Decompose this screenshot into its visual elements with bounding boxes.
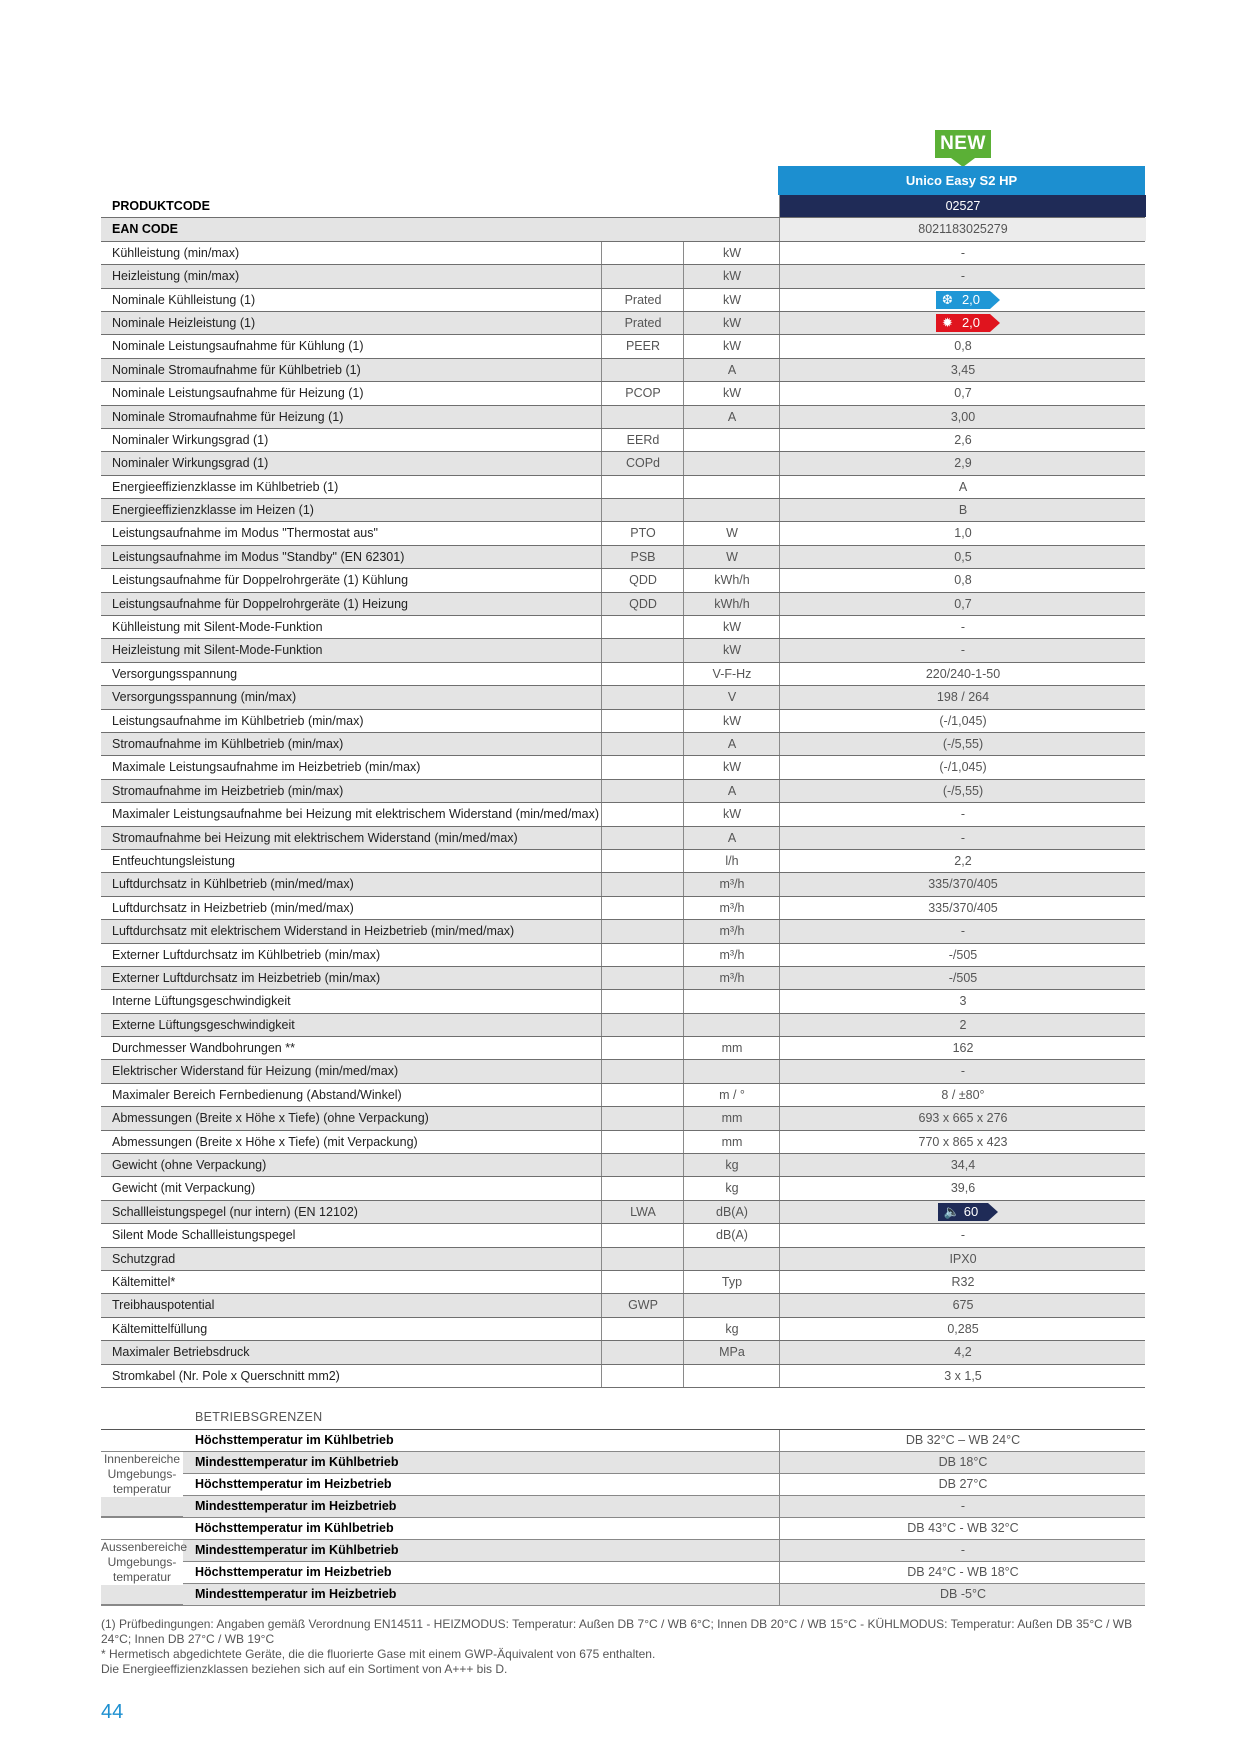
spec-value: 3 — [779, 990, 1146, 1012]
snowflake-icon: ❆ — [941, 291, 953, 307]
spec-row — [101, 803, 1145, 826]
spec-row — [101, 359, 1145, 382]
spec-label: Externer Luftdurchsatz im Heizbetrieb (min/max) — [112, 970, 381, 985]
limit-row — [101, 1496, 1145, 1518]
spec-unit: mm — [683, 1037, 780, 1059]
spec-unit: m³/h — [683, 967, 780, 989]
spec-label: Kühlleistung (min/max) — [112, 245, 240, 260]
spec-symbol — [601, 1224, 684, 1246]
spec-row — [101, 967, 1145, 990]
indoor-ambient-group-label: Innenbereiche Umgebungs-temperatur — [101, 1452, 183, 1497]
spec-row — [101, 1084, 1145, 1107]
spec-label: Stromaufnahme im Heizbetrieb (min/max) — [112, 783, 344, 798]
speaker-icon: 🔈 — [943, 1203, 960, 1219]
spec-unit: kWh/h — [683, 593, 780, 615]
spec-row — [101, 944, 1145, 967]
spec-symbol — [601, 476, 684, 498]
spec-row — [101, 476, 1145, 499]
spec-row — [101, 850, 1145, 873]
spec-value: 2 — [779, 1014, 1146, 1036]
limit-row — [101, 1518, 1145, 1540]
spec-row — [101, 1201, 1145, 1224]
spec-label: Leistungsaufnahme für Doppelrohrgeräte (1) Heizung — [112, 596, 409, 611]
spec-unit: A — [683, 359, 780, 381]
limit-row — [101, 1540, 1145, 1562]
spec-value: - — [779, 1224, 1146, 1246]
spec-unit — [683, 429, 780, 451]
spec-label: Maximale Leistungsaufnahme im Heizbetrieb (min/max) — [112, 760, 421, 775]
spec-unit: A — [683, 406, 780, 428]
spec-label: Kühlleistung mit Silent-Mode-Funktion — [112, 620, 323, 635]
spec-label: Gewicht (ohne Verpackung) — [112, 1158, 267, 1173]
spec-rows — [101, 242, 1145, 1388]
group-divider — [101, 1516, 183, 1517]
spec-row — [101, 1294, 1145, 1317]
group-divider — [101, 1604, 183, 1605]
spec-unit: kWh/h — [683, 569, 780, 591]
spec-value: - — [779, 639, 1146, 661]
spec-label: Elektrischer Widerstand für Heizung (min/med/max) — [112, 1064, 399, 1079]
sun-icon: ✹ — [941, 314, 953, 330]
spec-symbol — [601, 850, 684, 872]
spec-unit — [683, 1294, 780, 1316]
spec-symbol — [601, 1084, 684, 1106]
spec-row — [101, 616, 1145, 639]
spec-value: 0,7 — [779, 382, 1146, 404]
spec-symbol — [601, 803, 684, 825]
limit-row — [101, 1584, 1145, 1606]
spec-value: - — [779, 1060, 1146, 1082]
spec-unit — [683, 1248, 780, 1270]
spec-row — [101, 710, 1145, 733]
spec-row — [101, 335, 1145, 358]
limit-label: Mindesttemperatur im Heizbetrieb — [195, 1587, 397, 1601]
spec-symbol — [601, 1318, 684, 1340]
spec-symbol — [601, 639, 684, 661]
spec-symbol — [601, 242, 684, 264]
limit-row — [101, 1452, 1145, 1474]
spec-symbol — [601, 1060, 684, 1082]
spec-value: (-/1,045) — [779, 756, 1146, 778]
spec-unit — [683, 452, 780, 474]
spec-unit: kW — [683, 335, 780, 357]
spec-symbol — [601, 1365, 684, 1387]
spec-value: 220/240-1-50 — [779, 663, 1146, 685]
spec-label: Interne Lüftungsgeschwindigkeit — [112, 994, 291, 1009]
limit-label: Mindesttemperatur im Kühlbetrieb — [195, 1543, 399, 1557]
spec-row — [101, 382, 1145, 405]
spec-value: 335/370/405 — [779, 873, 1146, 895]
product-code-label: PRODUKTCODE — [112, 199, 210, 213]
spec-row — [101, 242, 1145, 265]
spec-label: Schutzgrad — [112, 1251, 176, 1266]
spec-label: Abmessungen (Breite x Höhe x Tiefe) (mit Verpackung) — [112, 1134, 418, 1149]
spec-value: IPX0 — [779, 1248, 1146, 1270]
spec-label: Treibhauspotential — [112, 1298, 215, 1313]
spec-symbol — [601, 780, 684, 802]
spec-row — [101, 406, 1145, 429]
spec-value: 0,8 — [779, 335, 1146, 357]
spec-value: (-/1,045) — [779, 710, 1146, 732]
spec-unit: kW — [683, 639, 780, 661]
spec-unit: l/h — [683, 850, 780, 872]
spec-value: 770 x 865 x 423 — [779, 1131, 1146, 1153]
spec-value: - — [779, 920, 1146, 942]
spec-value: - — [779, 265, 1146, 287]
spec-row — [101, 429, 1145, 452]
spec-symbol — [601, 733, 684, 755]
spec-unit: kW — [683, 382, 780, 404]
limit-row — [101, 1430, 1145, 1452]
spec-unit: dB(A) — [683, 1201, 780, 1223]
spec-value: - — [779, 803, 1146, 825]
limit-value: DB 43°C - WB 32°C — [779, 1518, 1146, 1539]
spec-symbol — [601, 967, 684, 989]
spec-symbol — [601, 1248, 684, 1270]
spec-label: Schallleistungspegel (nur intern) (EN 12102) — [112, 1204, 358, 1219]
spec-unit: mm — [683, 1131, 780, 1153]
spec-row — [101, 780, 1145, 803]
spec-value: - — [779, 616, 1146, 638]
spec-row — [101, 1014, 1145, 1037]
spec-row — [101, 733, 1145, 756]
spec-label: Durchmesser Wandbohrungen ** — [112, 1041, 295, 1056]
limit-label: Höchsttemperatur im Kühlbetrieb — [195, 1521, 394, 1535]
spec-value: 3 x 1,5 — [779, 1365, 1146, 1387]
spec-value: 162 — [779, 1037, 1146, 1059]
spec-unit — [683, 990, 780, 1012]
limit-label: Mindesttemperatur im Heizbetrieb — [195, 1499, 397, 1513]
spec-value: 2,9 — [779, 452, 1146, 474]
spec-row — [101, 1060, 1145, 1083]
page-number: 44 — [101, 1701, 124, 1723]
spec-row — [101, 663, 1145, 686]
spec-value: 0,8 — [779, 569, 1146, 591]
spec-label: Stromaufnahme bei Heizung mit elektrischem Widerstand (min/med/max) — [112, 830, 518, 845]
spec-unit: m / ° — [683, 1084, 780, 1106]
spec-value: 34,4 — [779, 1154, 1146, 1176]
spec-label: Maximaler Leistungsaufnahme bei Heizung mit elektrischem Widerstand (min/med/max) — [112, 807, 599, 822]
heat-value-tag — [936, 314, 990, 332]
spec-symbol — [601, 686, 684, 708]
spec-unit: kg — [683, 1318, 780, 1340]
spec-row — [101, 1177, 1145, 1200]
limit-value: - — [779, 1540, 1146, 1561]
spec-symbol: QDD — [601, 569, 684, 591]
spec-row — [101, 546, 1145, 569]
spec-symbol — [601, 359, 684, 381]
spec-value: A — [779, 476, 1146, 498]
limit-label: Mindesttemperatur im Kühlbetrieb — [195, 1455, 399, 1469]
spec-label: Energieeffizienzklasse im Heizen (1) — [112, 503, 314, 518]
spec-value — [779, 289, 1146, 311]
spec-value: 198 / 264 — [779, 686, 1146, 708]
spec-row — [101, 1341, 1145, 1364]
spec-label: Luftdurchsatz in Kühlbetrieb (min/med/max) — [112, 877, 354, 892]
limit-label: Höchsttemperatur im Heizbetrieb — [195, 1565, 392, 1579]
spec-value: 0,7 — [779, 593, 1146, 615]
spec-symbol: LWA — [601, 1201, 684, 1223]
spec-symbol — [601, 1341, 684, 1363]
spec-unit: kW — [683, 289, 780, 311]
spec-unit — [683, 476, 780, 498]
limit-value: DB -5°C — [779, 1584, 1146, 1605]
spec-label: Heizleistung (min/max) — [112, 269, 240, 284]
spec-symbol — [601, 897, 684, 919]
cool-value-tag — [936, 291, 990, 309]
spec-row — [101, 569, 1145, 592]
spec-label: Externer Luftdurchsatz im Kühlbetrieb (min/max) — [112, 947, 381, 962]
spec-symbol — [601, 990, 684, 1012]
tag-value-text: 2,0 — [961, 291, 981, 307]
spec-symbol: EERd — [601, 429, 684, 451]
spec-label: Leistungsaufnahme im Modus "Standby" (EN 62301) — [112, 549, 405, 564]
spec-label: Leistungsaufnahme im Kühlbetrieb (min/max) — [112, 713, 364, 728]
spec-value: R32 — [779, 1271, 1146, 1293]
spec-value: 39,6 — [779, 1177, 1146, 1199]
spec-label: Nominale Stromaufnahme für Heizung (1) — [112, 409, 344, 424]
spec-row — [101, 593, 1145, 616]
spec-unit: V — [683, 686, 780, 708]
spec-unit: mm — [683, 1107, 780, 1129]
spec-symbol: GWP — [601, 1294, 684, 1316]
spec-symbol — [601, 1154, 684, 1176]
limit-label: Höchsttemperatur im Kühlbetrieb — [195, 1433, 394, 1447]
spec-row — [101, 1107, 1145, 1130]
outdoor-ambient-group-label: Aussenbereiche Umgebungs-temperatur — [101, 1540, 188, 1584]
tag-value-text: 2,0 — [961, 314, 981, 330]
spec-row — [101, 499, 1145, 522]
spec-value: 2,6 — [779, 429, 1146, 451]
spec-row — [101, 990, 1145, 1013]
limit-value: DB 32°C – WB 24°C — [779, 1430, 1146, 1451]
spec-value: - — [779, 242, 1146, 264]
spec-label: Kältemittelfüllung — [112, 1321, 208, 1336]
footnote-refrigerant: * Hermetisch abgedichtete Geräte, die die fluorierte Gase mit einem GWP-Äquivalent von 675 enthalten. — [101, 1647, 656, 1661]
spec-value: -/505 — [779, 967, 1146, 989]
spec-value — [779, 1201, 1146, 1223]
spec-label: Leistungsaufnahme für Doppelrohrgeräte (1) Kühlung — [112, 573, 409, 588]
spec-symbol: PTO — [601, 522, 684, 544]
spec-unit: Typ — [683, 1271, 780, 1293]
spec-row — [101, 1224, 1145, 1247]
spec-row — [101, 827, 1145, 850]
limit-value: - — [779, 1496, 1146, 1517]
spec-unit: kW — [683, 710, 780, 732]
spec-label: Stromkabel (Nr. Pole x Querschnitt mm2) — [112, 1368, 340, 1383]
product-code-value: 02527 — [779, 195, 1146, 217]
spec-symbol — [601, 1014, 684, 1036]
spec-row — [101, 1318, 1145, 1341]
footnote-energy-classes: Die Energieeffizienzklassen beziehen sich auf ein Sortiment von A+++ bis D. — [101, 1662, 508, 1676]
spec-row — [101, 897, 1145, 920]
footnotes — [101, 1617, 1145, 1677]
spec-unit: A — [683, 733, 780, 755]
spec-label: Luftdurchsatz in Heizbetrieb (min/med/max) — [112, 900, 354, 915]
product-code-row — [101, 195, 1145, 218]
spec-symbol: Prated — [601, 312, 684, 334]
spec-value: 0,5 — [779, 546, 1146, 568]
spec-unit: kW — [683, 312, 780, 334]
spec-row — [101, 873, 1145, 896]
limit-value: DB 27°C — [779, 1474, 1146, 1495]
spec-row — [101, 1154, 1145, 1177]
spec-symbol — [601, 756, 684, 778]
spec-unit: kW — [683, 265, 780, 287]
spec-label: Nominale Kühlleistung (1) — [112, 292, 256, 307]
spec-value: 675 — [779, 1294, 1146, 1316]
spec-unit: kW — [683, 803, 780, 825]
spec-unit: m³/h — [683, 897, 780, 919]
spec-value: -/505 — [779, 944, 1146, 966]
spec-label: Abmessungen (Breite x Höhe x Tiefe) (ohne Verpackung) — [112, 1111, 429, 1126]
spec-row — [101, 265, 1145, 288]
spec-symbol — [601, 1107, 684, 1129]
spec-row — [101, 1248, 1145, 1271]
spec-label: Gewicht (mit Verpackung) — [112, 1181, 256, 1196]
spec-value: 693 x 665 x 276 — [779, 1107, 1146, 1129]
spec-symbol — [601, 1037, 684, 1059]
spec-symbol — [601, 1177, 684, 1199]
spec-row — [101, 1365, 1145, 1388]
spec-symbol — [601, 873, 684, 895]
spec-unit: V-F-Hz — [683, 663, 780, 685]
spec-value: 3,00 — [779, 406, 1146, 428]
spec-value: 2,2 — [779, 850, 1146, 872]
spec-row — [101, 756, 1145, 779]
spec-symbol — [601, 1131, 684, 1153]
spec-unit: kg — [683, 1177, 780, 1199]
spec-label: Externe Lüftungsgeschwindigkeit — [112, 1017, 295, 1032]
spec-symbol: QDD — [601, 593, 684, 615]
spec-symbol: PEER — [601, 335, 684, 357]
new-badge: NEW — [935, 130, 991, 158]
spec-unit — [683, 1014, 780, 1036]
spec-label: Heizleistung mit Silent-Mode-Funktion — [112, 643, 323, 658]
spec-label: Kältemittel* — [112, 1274, 176, 1289]
spec-unit: W — [683, 546, 780, 568]
spec-label: Luftdurchsatz mit elektrischem Widerstand in Heizbetrieb (min/med/max) — [112, 924, 515, 939]
spec-label: Leistungsaufnahme im Modus "Thermostat aus" — [112, 526, 378, 541]
spec-label: Stromaufnahme im Kühlbetrieb (min/max) — [112, 736, 344, 751]
spec-symbol — [601, 265, 684, 287]
spec-unit: kW — [683, 242, 780, 264]
spec-row — [101, 452, 1145, 475]
spec-label: Maximaler Betriebsdruck — [112, 1345, 250, 1360]
spec-symbol: PSB — [601, 546, 684, 568]
spec-symbol: PCOP — [601, 382, 684, 404]
spec-value: 4,2 — [779, 1341, 1146, 1363]
spec-value: 335/370/405 — [779, 897, 1146, 919]
spec-unit: A — [683, 780, 780, 802]
spec-row — [101, 1037, 1145, 1060]
spec-row — [101, 1271, 1145, 1294]
model-name-header: Unico Easy S2 HP — [778, 166, 1145, 195]
sound-value-tag — [938, 1203, 988, 1221]
spec-label: Entfeuchtungsleistung — [112, 853, 236, 868]
spec-symbol — [601, 663, 684, 685]
spec-label: Silent Mode Schallleistungspegel — [112, 1228, 296, 1243]
spec-label: Nominale Stromaufnahme für Kühlbetrieb (1) — [112, 362, 361, 377]
tag-value-text: 60 — [963, 1203, 979, 1219]
spec-row — [101, 522, 1145, 545]
spec-row — [101, 920, 1145, 943]
spec-label: Nominale Leistungsaufnahme für Heizung (1) — [112, 386, 364, 401]
spec-value: (-/5,55) — [779, 780, 1146, 802]
limit-value: DB 18°C — [779, 1452, 1146, 1473]
spec-unit: m³/h — [683, 944, 780, 966]
footnote-test-conditions: (1) Prüfbedingungen: Angaben gemäß Verordnung EN14511 - HEIZMODUS: Temperatur: Außen DB 7°C / WB 6°C; Innen DB 20°C / WB 15°C - KÜHLMODUS: Temperatur: Außen DB 35°C / WB 24°C; Innen DB 27°C / WB 19°C — [101, 1617, 1133, 1646]
ean-code-value: 8021183025279 — [779, 218, 1146, 240]
limit-value: DB 24°C - WB 18°C — [779, 1562, 1146, 1583]
spec-row — [101, 639, 1145, 662]
limit-row — [101, 1474, 1145, 1496]
spec-value: 8 / ±80° — [779, 1084, 1146, 1106]
spec-label: Energieeffizienzklasse im Kühlbetrieb (1) — [112, 479, 339, 494]
spec-value: 0,285 — [779, 1318, 1146, 1340]
ean-code-row — [101, 218, 1145, 241]
spec-symbol — [601, 827, 684, 849]
limit-label: Höchsttemperatur im Heizbetrieb — [195, 1477, 392, 1491]
spec-unit: W — [683, 522, 780, 544]
spec-unit: kW — [683, 756, 780, 778]
spec-label: Nominaler Wirkungsgrad (1) — [112, 456, 269, 471]
spec-table — [101, 195, 1145, 1388]
spec-label: Maximaler Bereich Fernbedienung (Abstand/Winkel) — [112, 1087, 402, 1102]
spec-unit: m³/h — [683, 873, 780, 895]
spec-symbol — [601, 616, 684, 638]
spec-symbol: COPd — [601, 452, 684, 474]
spec-symbol: Prated — [601, 289, 684, 311]
spec-unit: A — [683, 827, 780, 849]
spec-symbol — [601, 710, 684, 732]
limits-table — [101, 1429, 1145, 1606]
spec-unit: MPa — [683, 1341, 780, 1363]
spec-label: Nominaler Wirkungsgrad (1) — [112, 432, 269, 447]
spec-row — [101, 289, 1145, 312]
spec-unit — [683, 1365, 780, 1387]
spec-symbol — [601, 920, 684, 942]
spec-unit — [683, 499, 780, 521]
spec-value — [779, 312, 1146, 334]
spec-label: Nominale Heizleistung (1) — [112, 315, 256, 330]
spec-row — [101, 312, 1145, 335]
limit-row — [101, 1562, 1145, 1584]
ean-code-label: EAN CODE — [112, 222, 178, 237]
spec-symbol — [601, 1271, 684, 1293]
limits-title: BETRIEBSGRENZEN — [195, 1410, 323, 1424]
spec-value: 3,45 — [779, 359, 1146, 381]
spec-unit: kW — [683, 616, 780, 638]
spec-row — [101, 686, 1145, 709]
spec-value: 1,0 — [779, 522, 1146, 544]
spec-symbol — [601, 944, 684, 966]
spec-label: Versorgungsspannung — [112, 666, 238, 681]
spec-label: Versorgungsspannung (min/max) — [112, 690, 297, 705]
spec-value: (-/5,55) — [779, 733, 1146, 755]
spec-value: B — [779, 499, 1146, 521]
spec-label: Nominale Leistungsaufnahme für Kühlung (1) — [112, 339, 364, 354]
spec-symbol — [601, 406, 684, 428]
spec-unit: dB(A) — [683, 1224, 780, 1246]
spec-value: - — [779, 827, 1146, 849]
spec-row — [101, 1131, 1145, 1154]
spec-unit — [683, 1060, 780, 1082]
spec-unit: kg — [683, 1154, 780, 1176]
spec-unit: m³/h — [683, 920, 780, 942]
spec-symbol — [601, 499, 684, 521]
